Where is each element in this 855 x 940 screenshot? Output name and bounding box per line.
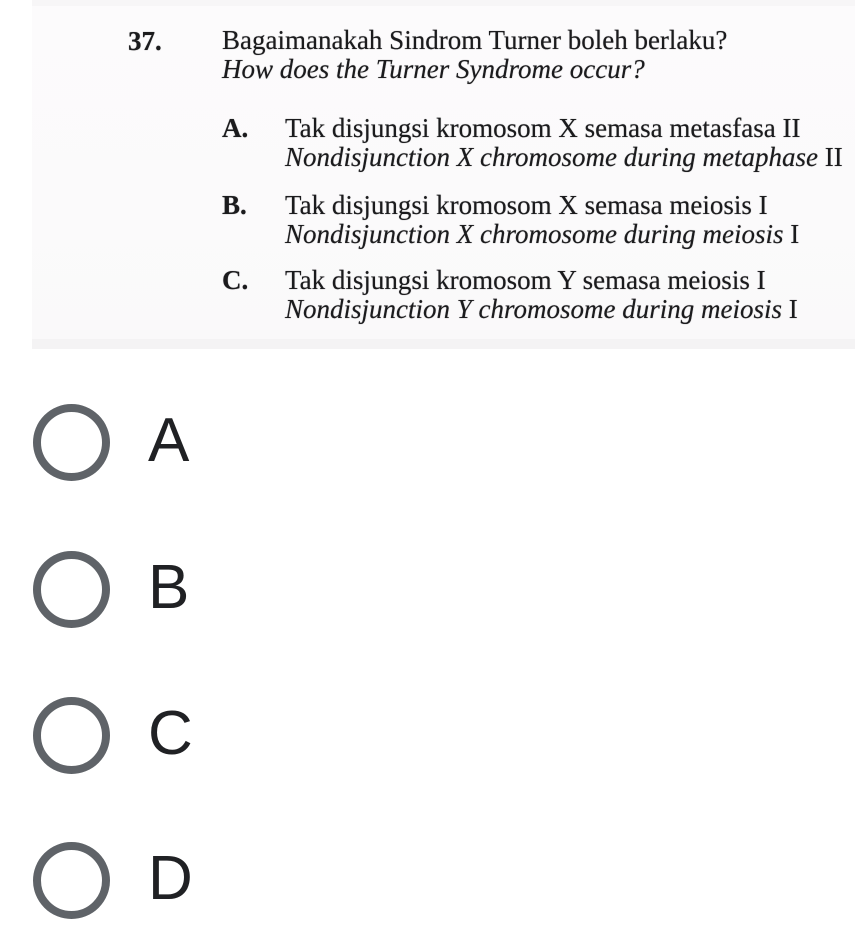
printed-choice-b-letter: B. xyxy=(222,190,247,220)
radio-button-d[interactable] xyxy=(33,842,110,919)
printed-choice-a xyxy=(222,114,843,172)
printed-choice-c xyxy=(222,266,798,324)
printed-choice-b-english: Nondisjunction X chromosome during meiosis I xyxy=(285,219,800,249)
answer-option-b-label[interactable]: B xyxy=(148,553,190,622)
radio-button-c[interactable] xyxy=(33,697,110,774)
answer-option-c-label[interactable]: C xyxy=(148,699,193,768)
printed-choice-b xyxy=(222,191,799,249)
question-number: 37. xyxy=(128,26,162,56)
question-text xyxy=(222,26,727,84)
radio-button-a[interactable] xyxy=(33,404,110,481)
question-line-english: How does the Turner Syndrome occur? xyxy=(222,54,645,84)
question-line-malay: Bagaimanakah Sindrom Turner boleh berlaku? xyxy=(222,25,728,55)
printed-choice-b-text xyxy=(285,191,799,249)
printed-choice-c-text xyxy=(285,266,798,324)
printed-choice-c-letter: C. xyxy=(222,265,249,295)
radio-button-b[interactable] xyxy=(33,551,110,628)
printed-choice-a-text xyxy=(285,114,843,172)
answer-option-d-label[interactable]: D xyxy=(148,844,193,913)
printed-choice-a-letter: A. xyxy=(222,113,249,143)
answer-option-a[interactable] xyxy=(33,403,189,481)
printed-choice-c-malay: Tak disjungsi kromosom Y semasa meiosis I xyxy=(285,265,766,295)
printed-choice-a-english: Nondisjunction X chromosome during metaphase II xyxy=(285,142,843,172)
question-image xyxy=(32,0,855,349)
answer-option-c[interactable] xyxy=(33,696,193,774)
printed-choice-c-english: Nondisjunction Y chromosome during meiosis I xyxy=(285,294,798,324)
printed-choice-a-malay: Tak disjungsi kromosom X semasa metasfasa II xyxy=(285,113,801,143)
answer-option-a-label[interactable]: A xyxy=(148,406,190,475)
answer-option-b[interactable] xyxy=(33,550,189,628)
printed-choice-b-malay: Tak disjungsi kromosom X semasa meiosis I xyxy=(285,190,768,220)
answer-option-d[interactable] xyxy=(33,841,193,919)
